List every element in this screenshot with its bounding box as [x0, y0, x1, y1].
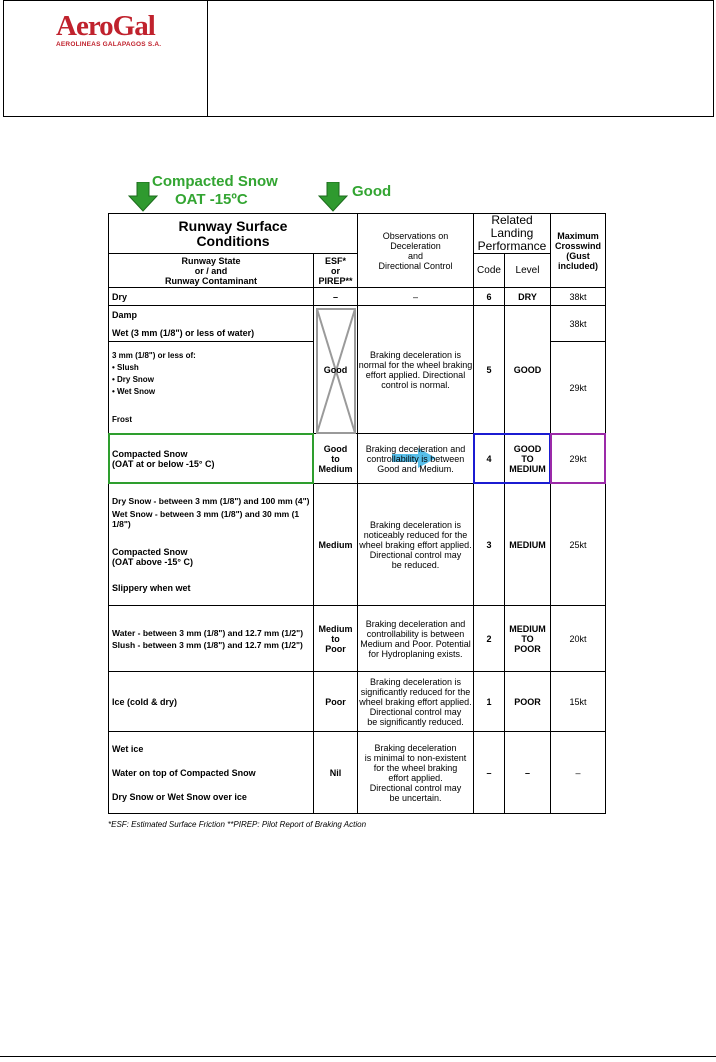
header-code: Code: [474, 254, 505, 288]
level-dry: DRY: [505, 288, 551, 306]
xwind-poor: 15kt: [551, 672, 606, 732]
xwind-medium: 25kt: [551, 484, 606, 606]
esf-good: Good: [314, 306, 358, 434]
header-observations: Observations on Deceleration and Directional Control: [358, 214, 474, 288]
page-bottom-rule: [0, 1056, 716, 1057]
state-nil: Wet ice Water on top of Compacted Snow Dry Snow or Wet Snow over ice: [109, 732, 314, 814]
obs-good: Braking deceleration is normal for the wheel braking effort applied. Directional control is normal.: [358, 306, 474, 434]
level-nil: –: [505, 732, 551, 814]
obs-dry: –: [358, 288, 474, 306]
esf-good-to-medium: Good to Medium: [314, 434, 358, 484]
logo-wordmark: AeroGal: [56, 10, 155, 42]
annotation-compacted-snow: Compacted Snow OAT -15ºC: [152, 173, 278, 208]
code-medium: 3: [474, 484, 505, 606]
state-poor: Ice (cold & dry): [109, 672, 314, 732]
obs-nil: Braking deceleration is minimal to non-existent for the wheel braking effort applied. Directional control may be uncertain.: [358, 732, 474, 814]
code-dry: 6: [474, 288, 505, 306]
header-max-crosswind: Maximum Crosswind (Gust included): [551, 214, 606, 288]
level-good: GOOD: [505, 306, 551, 434]
code-good-to-medium: 4: [474, 434, 505, 484]
state-thin-contaminant: 3 mm (1/8") or less of: • Slush • Dry Snow • Wet Snow Frost: [109, 342, 314, 434]
header-related-performance: Related Landing Performance: [474, 214, 551, 254]
state-medium: Dry Snow - between 3 mm (1/8") and 100 mm (4") Wet Snow - between 3 mm (1/8") and 30 mm (1 1/8") Compacted Snow (OAT above -15° C) Slippery when wet: [109, 484, 314, 606]
table-row: [109, 484, 606, 606]
xwind-damp: 38kt: [551, 306, 606, 342]
xwind-thin: 29kt: [551, 342, 606, 434]
header-level: Level: [505, 254, 551, 288]
table-row: [109, 606, 606, 672]
code-good: 5: [474, 306, 505, 434]
esf-dry: –: [314, 288, 358, 306]
state-dry: Dry: [109, 288, 314, 306]
esf-poor: Poor: [314, 672, 358, 732]
runway-condition-table: [108, 213, 606, 814]
aerogal-logo: [56, 11, 196, 56]
state-compacted-snow-cold: Compacted Snow (OAT at or below -15° C): [109, 434, 314, 484]
xwind-good-to-medium: 29kt: [551, 434, 606, 484]
code-nil: –: [474, 732, 505, 814]
level-good-to-medium: GOOD TO MEDIUM: [505, 434, 551, 484]
level-medium-to-poor: MEDIUM TO POOR: [505, 606, 551, 672]
header-runway-state: Runway State or / and Runway Contaminant: [109, 254, 314, 288]
obs-good-to-medium: Braking deceleration and controllability is between Good and Medium.: [358, 434, 474, 484]
annotation-good: Good: [352, 183, 392, 200]
obs-medium-to-poor: Braking deceleration and controllability is between Medium and Poor. Potential for Hydroplaning exists.: [358, 606, 474, 672]
level-poor: POOR: [505, 672, 551, 732]
table-row: [109, 288, 606, 306]
esf-nil: Nil: [314, 732, 358, 814]
header-divider: [207, 1, 208, 116]
state-damp-wet: Damp Wet (3 mm (1/8") or less of water): [109, 306, 314, 342]
code-medium-to-poor: 2: [474, 606, 505, 672]
level-medium: MEDIUM: [505, 484, 551, 606]
xwind-medium-to-poor: 20kt: [551, 606, 606, 672]
document-header: [3, 0, 714, 117]
logo-subtitle: AEROLINEAS GALAPAGOS S.A.: [56, 41, 162, 48]
header-rsc: Runway Surface Conditions: [109, 214, 358, 254]
state-medium-to-poor: Water - between 3 mm (1/8") and 12.7 mm (1/2") Slush - between 3 mm (1/8") and 12.7 mm (1/2"): [109, 606, 314, 672]
esf-medium-to-poor: Medium to Poor: [314, 606, 358, 672]
xwind-dry: 38kt: [551, 288, 606, 306]
header-esf: ESF* or PIREP**: [314, 254, 358, 288]
code-poor: 1: [474, 672, 505, 732]
down-arrow-icon-right: [318, 182, 348, 212]
table-row: [109, 306, 606, 342]
xwind-nil: –: [551, 732, 606, 814]
table-row: [109, 672, 606, 732]
esf-medium: Medium: [314, 484, 358, 606]
table-row: [109, 434, 606, 484]
obs-medium: Braking deceleration is noticeably reduced for the wheel braking effort applied. Directional control may be reduced.: [358, 484, 474, 606]
obs-poor: Braking deceleration is significantly reduced for the wheel braking effort applied. Directional control may be significantly reduced.: [358, 672, 474, 732]
table-footnote: *ESF: Estimated Surface Friction **PIREP: Pilot Report of Braking Action: [108, 820, 367, 829]
table-row: [109, 732, 606, 814]
